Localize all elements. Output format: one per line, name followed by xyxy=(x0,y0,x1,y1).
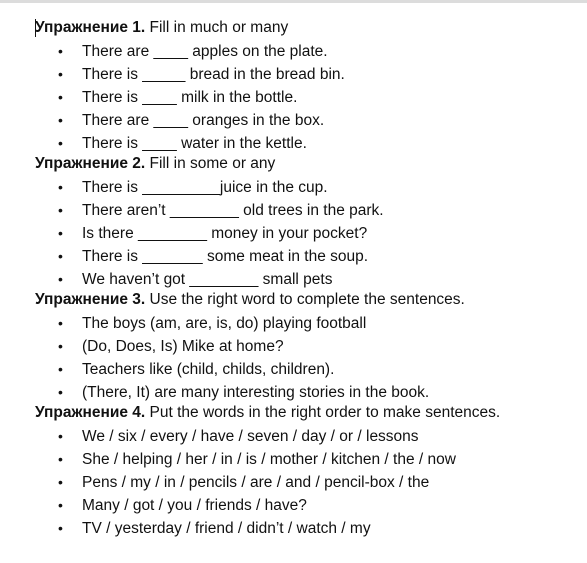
list-item xyxy=(58,247,368,266)
list-item xyxy=(58,88,297,107)
list-item xyxy=(58,270,332,289)
sentence: There is ____ milk in the bottle. xyxy=(82,89,298,106)
list-item xyxy=(58,427,419,446)
list-item xyxy=(58,42,328,61)
list-item xyxy=(58,178,328,197)
bullet: • xyxy=(58,361,63,377)
sentence: There is _________juice in the cup. xyxy=(82,179,328,196)
bullet: • xyxy=(58,66,63,82)
exercise-3-label: Упражнение 3. xyxy=(35,291,146,308)
exercise-3-heading xyxy=(35,291,465,309)
sentence: There is _______ some meat in the soup. xyxy=(82,248,369,265)
bullet: • xyxy=(58,135,63,151)
sentence: We haven’t got ________ small pets xyxy=(82,271,333,288)
sentence: Pens / my / in / pencils / are / and / pencil-box / the xyxy=(82,474,430,491)
sentence: There is _____ bread in the bread bin. xyxy=(82,66,345,83)
sentence: Many / got / you / friends / have? xyxy=(82,497,307,514)
list-item xyxy=(58,383,429,402)
sentence: There are ____ apples on the plate. xyxy=(82,43,328,60)
exercise-2-label: Упражнение 2. xyxy=(35,155,146,172)
exercise-4-instruction: Put the words in the right order to make sentences. xyxy=(145,404,501,421)
bullet: • xyxy=(58,520,63,536)
bullet: • xyxy=(58,89,63,105)
bullet: • xyxy=(58,428,63,444)
list-item xyxy=(58,519,371,538)
sentence: (There, It) are many interesting stories in the book. xyxy=(82,384,430,401)
bullet: • xyxy=(58,384,63,400)
bullet: • xyxy=(58,271,63,287)
sentence: Teachers like (child, childs, children). xyxy=(82,361,335,378)
list-item xyxy=(58,496,307,515)
bullet: • xyxy=(58,112,63,128)
list-item xyxy=(58,134,307,153)
list-item xyxy=(58,201,384,220)
exercise-4-heading xyxy=(35,404,500,422)
bullet: • xyxy=(58,338,63,354)
sentence: (Do, Does, Is) Mike at home? xyxy=(82,338,284,355)
sentence: Is there ________ money in your pocket? xyxy=(82,225,368,242)
list-item xyxy=(58,111,324,130)
bullet: • xyxy=(58,451,63,467)
list-item xyxy=(58,360,334,379)
bullet: • xyxy=(58,43,63,59)
list-item xyxy=(58,473,429,492)
list-item xyxy=(58,65,345,84)
sentence: There aren’t ________ old trees in the park. xyxy=(82,202,384,219)
sentence: There are ____ oranges in the box. xyxy=(82,112,325,129)
sentence: The boys (am, are, is, do) playing football xyxy=(82,315,367,332)
sentence: There is ____ water in the kettle. xyxy=(82,135,307,152)
bullet: • xyxy=(58,497,63,513)
sentence: We / six / every / have / seven / day / or / lessons xyxy=(82,428,419,445)
exercise-1-heading xyxy=(35,19,288,37)
list-item xyxy=(58,450,456,469)
bullet: • xyxy=(58,248,63,264)
exercise-4-label: Упражнение 4. xyxy=(35,404,146,421)
exercise-2-heading xyxy=(35,155,275,173)
sentence: TV / yesterday / friend / didn’t / watch / my xyxy=(82,520,371,537)
exercise-3-instruction: Use the right word to complete the sentences. xyxy=(145,291,465,308)
exercise-1-instruction: Fill in much or many xyxy=(145,19,289,36)
bullet: • xyxy=(58,179,63,195)
list-item xyxy=(58,337,284,356)
bullet: • xyxy=(58,202,63,218)
exercise-2-instruction: Fill in some or any xyxy=(145,155,276,172)
bullet: • xyxy=(58,474,63,490)
bullet: • xyxy=(58,225,63,241)
list-item xyxy=(58,314,366,333)
list-item xyxy=(58,224,367,243)
sentence: She / helping / her / in / is / mother / kitchen / the / now xyxy=(82,451,456,468)
bullet: • xyxy=(58,315,63,331)
exercise-1-label: Упражнение 1. xyxy=(35,19,146,36)
